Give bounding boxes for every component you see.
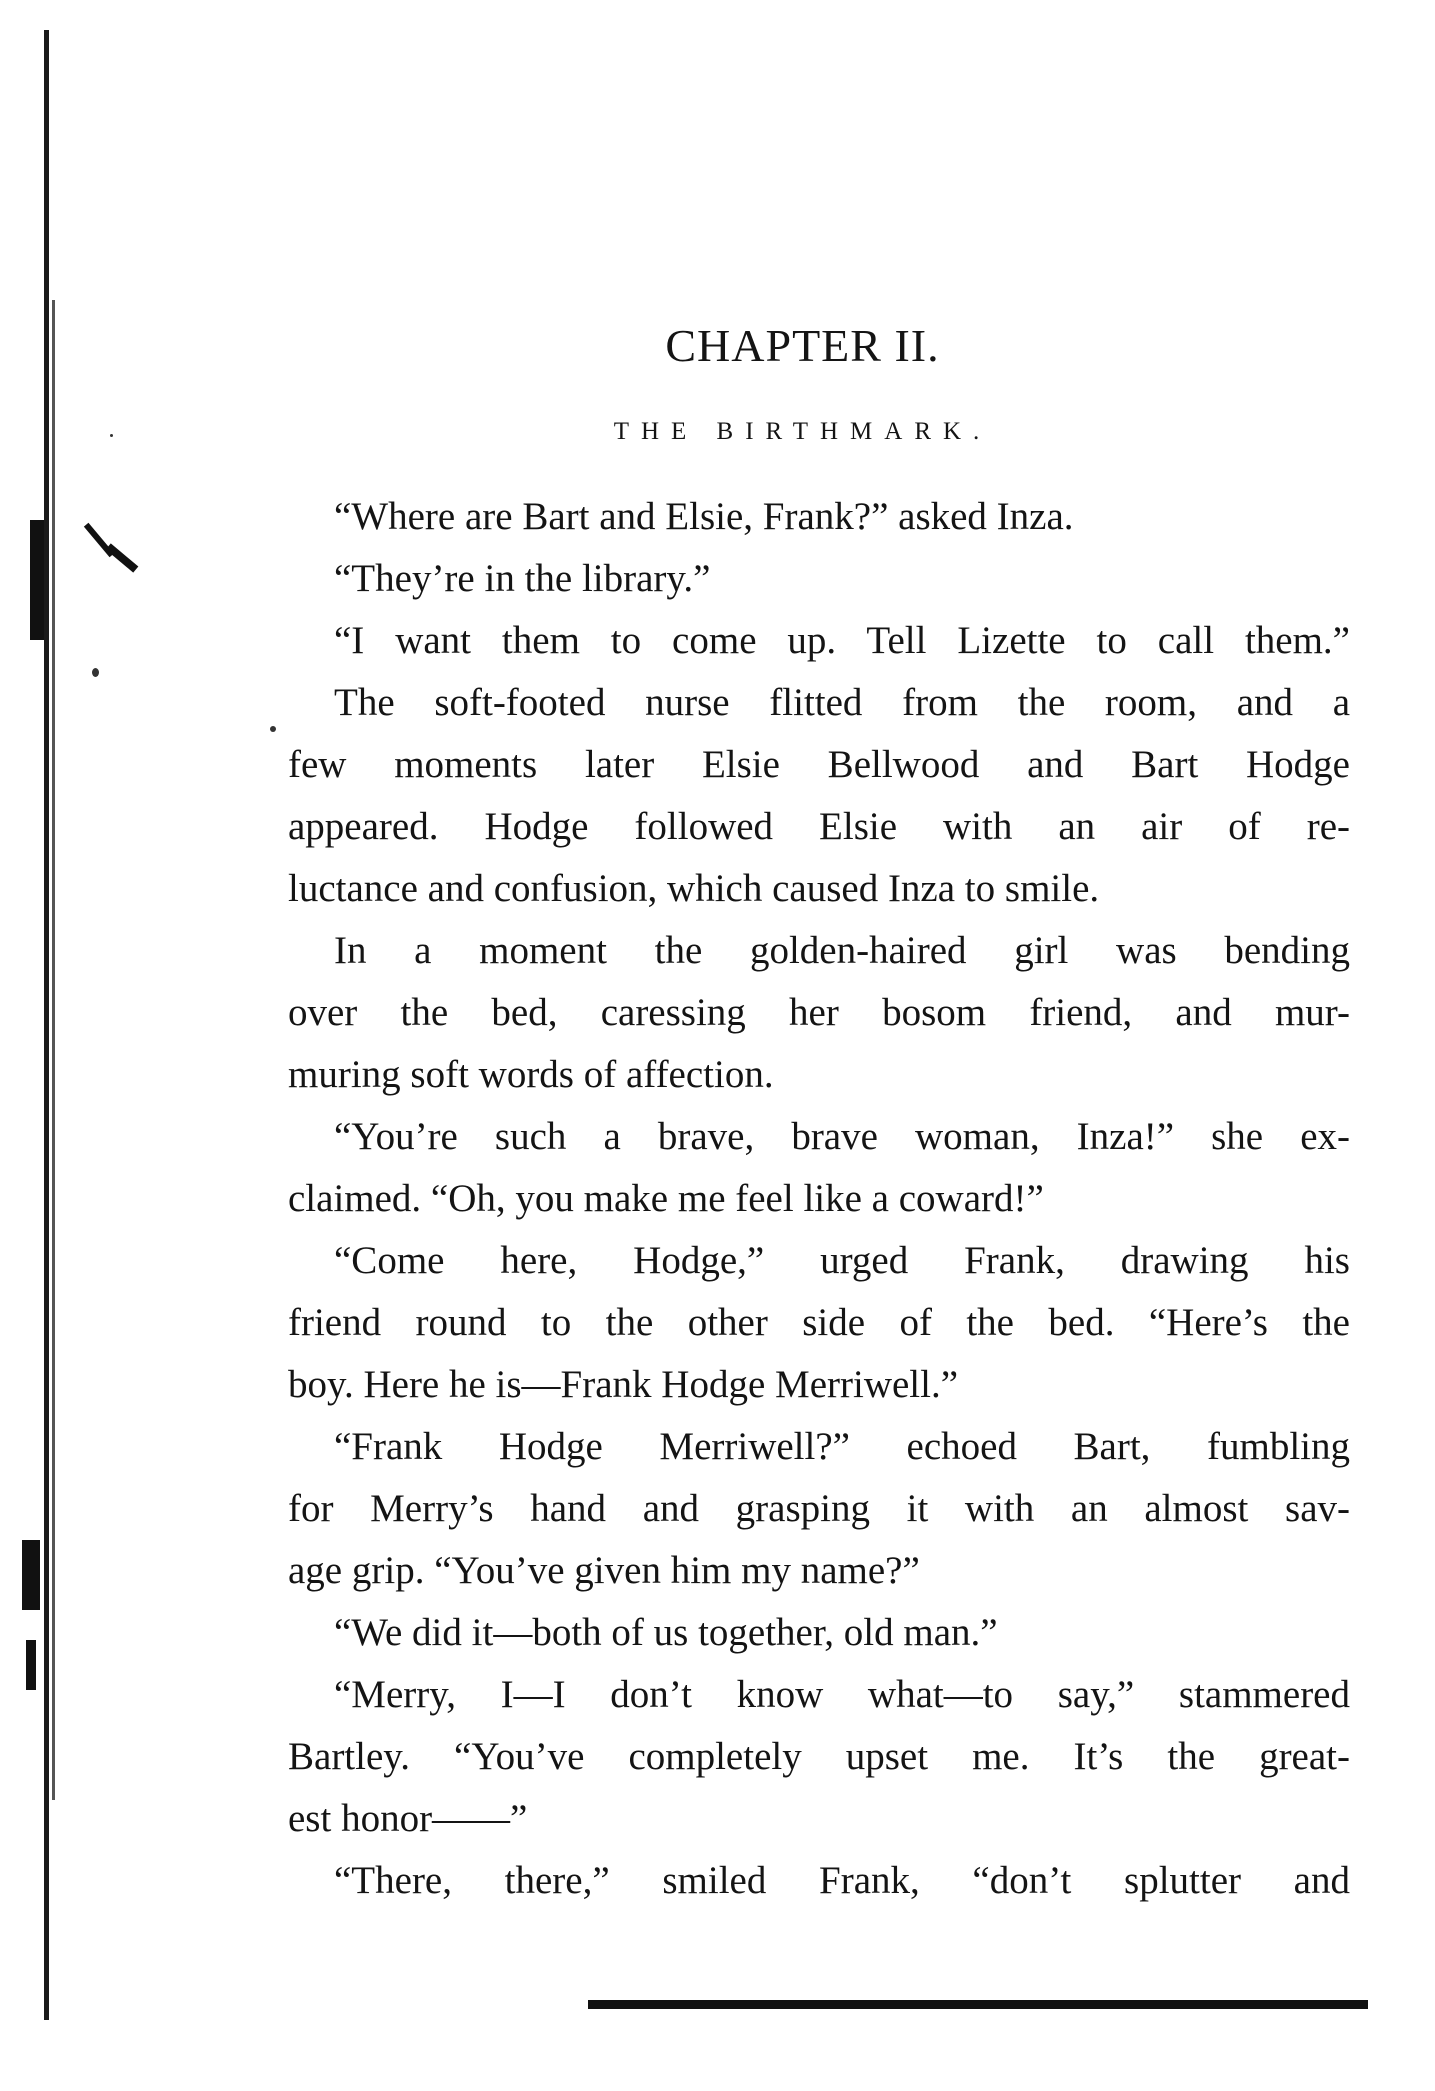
text-line: “Come here, Hodge,” urged Frank, drawing his — [334, 1239, 1350, 1282]
binding-mark — [106, 543, 139, 572]
text-line: claimed. “Oh, you make me feel like a coward!” — [288, 1177, 1044, 1220]
text-line: “We did it—both of us together, old man.” — [334, 1611, 998, 1654]
chapter-body — [288, 486, 1350, 1912]
text-line: “I want them to come up. Tell Lizette to call them.” — [334, 619, 1350, 662]
text-line: friend round to the other side of the bed. “Here’s the — [288, 1301, 1350, 1344]
text-line: over the bed, caressing her bosom friend, and mur- — [288, 991, 1350, 1034]
chapter-title: CHAPTER II. — [665, 320, 940, 371]
footer-dash — [588, 2001, 648, 2007]
chapter-subtitle: THE BIRTHMARK. — [613, 418, 992, 445]
text-line: Bartley. “You’ve completely upset me. It’s the great- — [288, 1735, 1350, 1778]
text-line: “Merry, I—I don’t know what—to say,” stammered — [334, 1673, 1350, 1716]
text-line: “Where are Bart and Elsie, Frank?” asked Inza. — [334, 495, 1074, 538]
text-line: The soft-footed nurse flitted from the room, and a — [334, 681, 1350, 724]
text-line: In a moment the golden-haired girl was bending — [334, 929, 1350, 972]
text-line: luctance and confusion, which caused Inza to smile. — [288, 867, 1100, 910]
binding-shadow — [52, 300, 55, 1800]
text-line: for Merry’s hand and grasping it with an almost sav- — [288, 1487, 1350, 1530]
text-line: appeared. Hodge followed Elsie with an air of re- — [288, 805, 1350, 848]
binding-mark — [26, 1640, 36, 1690]
text-line: boy. Here he is—Frank Hodge Merriwell.” — [288, 1363, 959, 1406]
text-line: “There, there,” smiled Frank, “don’t splutter and — [334, 1859, 1350, 1902]
text-line: “Frank Hodge Merriwell?” echoed Bart, fumbling — [334, 1425, 1350, 1468]
text-line: “You’re such a brave, brave woman, Inza!” she ex- — [334, 1115, 1350, 1158]
text-line: est honor——” — [288, 1797, 528, 1840]
text-line: few moments later Elsie Bellwood and Bart Hodge — [288, 743, 1350, 786]
footer-rule — [588, 2000, 1368, 2009]
text-line: “They’re in the library.” — [334, 557, 711, 600]
scan-speck — [270, 726, 276, 732]
binding-mark — [22, 1540, 40, 1610]
scan-speck — [92, 668, 99, 677]
text-line: muring soft words of affection. — [288, 1053, 774, 1096]
text-line: age grip. “You’ve given him my name?” — [288, 1549, 920, 1592]
binding-mark — [30, 520, 44, 640]
